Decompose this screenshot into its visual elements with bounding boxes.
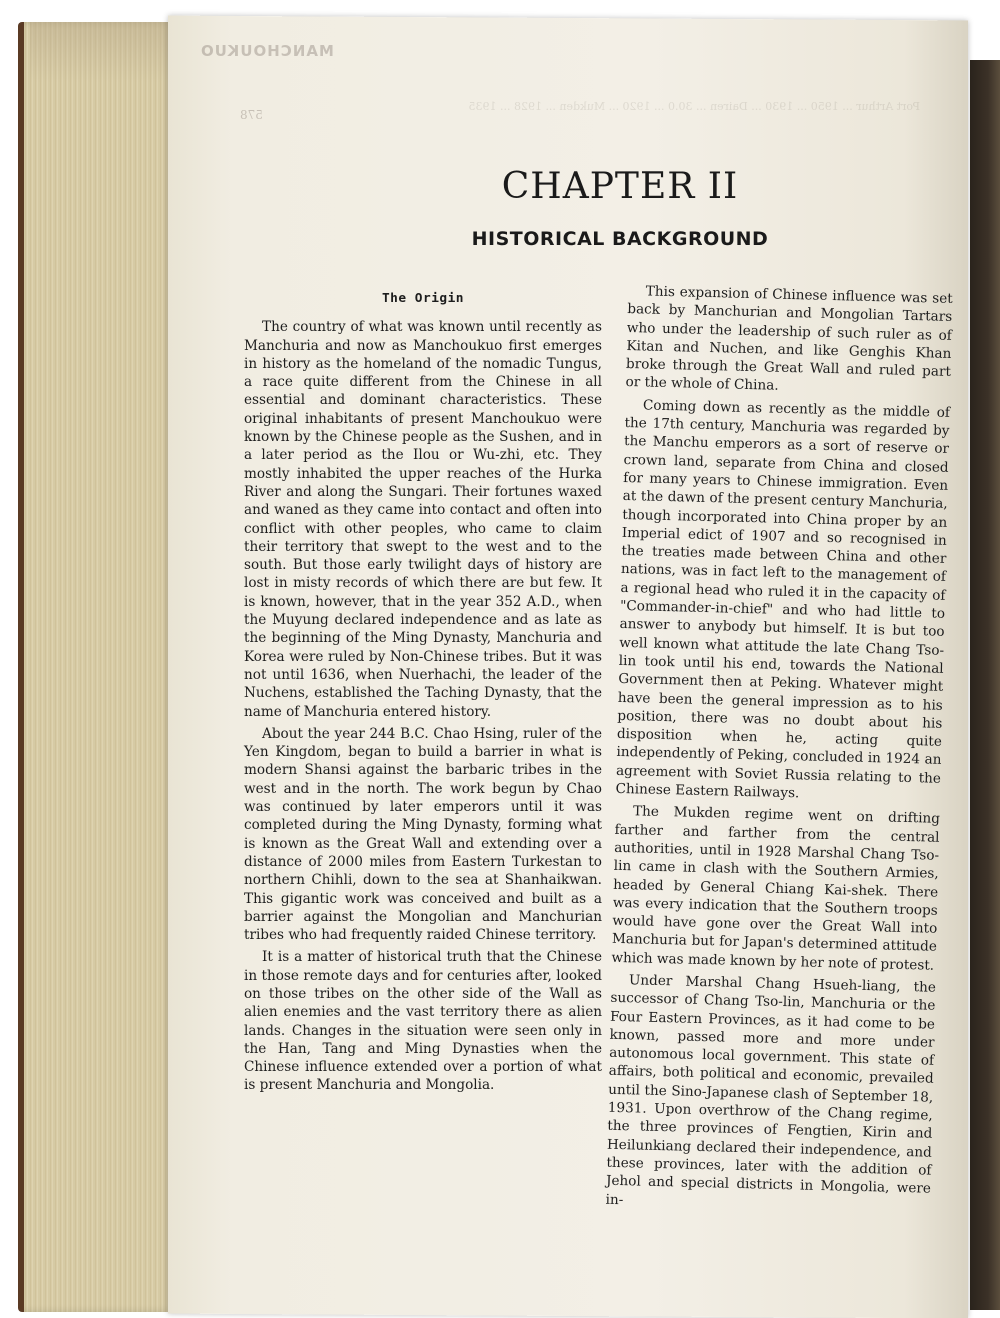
right-column xyxy=(605,282,953,1217)
paragraph: Under Marshal Chang Hsueh-liang, the successor of Chang Tso-lin, Manchuria or the Four Eastern Provinces, as it had come to be known, passed more and more under autonomous local government. This state of affairs, both political and economic, prevailed until the Sino-Japanese clash of September 18, 1931. Upon overthrow of the Chang regime, the three provinces of Fengtien, Kirin and Heilunkiang declared their independence, and these provinces, later with the addition of Jehol and special districts in Mongolia, were in- xyxy=(605,972,937,1208)
paragraph: The Mukden regime went on drifting farther and farther from the central authorities, until in 1928 Marshal Chang Tso-lin came in clash with the Southern Armies, headed by General Chiang Kai-shek. There was every indication that the Southern troops would have gone over the Great Wall into Manchuria but for Japan's determined attitude which was made known by her note of protest. xyxy=(611,803,941,974)
paragraph: The country of what was known until recently as Manchuria and now as Manchoukuo first emerges in history as the homeland of the nomadic Tungus, a race quite different from the Chinese in all essential and dominant characteristics. These original inhabitants of present Manchoukuo were known by the Chinese people as the Sushen, and in a later period as the Ilou or Wu-zhi, etc. They mostly inhabited the upper reaches of the Hurka River and along the Sungari. Their fortunes waxed and waned as they came into contact and often into conflict with other peoples, who came to claim their territory that swept to the west and to the south. But those early twilight days of history are lost in misty records of which there are but few. It is known, however, that in the year 352 A.D., when the Muyung declared independence and as late as the beginning of the Ming Dynasty, Manchuria and Korea were ruled by Non-Chinese tribes. But it was not until 1636, when Nuerhachi, the leader of the Nuchens, established the Taching Dynasty, that the name of Manchuria entered history. xyxy=(244,319,602,720)
chapter-title: CHAPTER II xyxy=(501,166,739,207)
chapter-heading: HISTORICAL BACKGROUND xyxy=(471,228,769,250)
bleed-through-page-number: 578 xyxy=(240,108,263,122)
left-column xyxy=(244,290,602,1095)
facing-page-edge xyxy=(970,60,1000,1310)
paragraph: Coming down as recently as the middle of the 17th century, Manchuria was regarded by the Manchu emperors as a sort of reserve or crown land, separate from China and closed for many years to Chinese immigration. Even at the dawn of the present century Manchuria, though incorporated into China proper by an Imperial edict of 1907 and so recognised in the treaties made between China and other nations, was in fact left to the management of a regional head who ruled it in the capacity of "Commander-in-chief" and who had little to answer to anybody but himself. It is but too well known what attitude the late Chang Tso-lin took until his end, towards the National Government then at Peking. Whatever might have been the general impression as to his position, there was no doubt about his disposition when he, acting quite independently of Peking, concluded in 1924 an agreement with Soviet Russia relating to the Chinese Eastern Railways. xyxy=(615,397,951,802)
page-edges-shadow xyxy=(30,22,170,82)
section-title: The Origin xyxy=(381,291,465,306)
paragraph: It is a matter of historical truth that the Chinese in those remote days and for centuries after, looked on those tribes on the other side of the Wall as alien enemies and the vast territory there as alien lands. Changes in the situation were seen only in the Han, Tang and Ming Dynasties when the Chinese influence extended over a portion of what is present Manchuria and Mongolia. xyxy=(244,949,602,1094)
bleed-through-running-header: MANCHOUKUO xyxy=(200,42,334,60)
paragraph: This expansion of Chinese influence was set back by Manchurian and Mongolian Tartars who under the leadership of such ruler as of Kitan and Nuchen, and like Genghis Khan broke through the Great Wall and ruled part or the whole of China. xyxy=(625,283,953,395)
book-page-edges xyxy=(18,22,174,1312)
bleed-through-table: Port Arthur ... 1950 ... 1930 ... Dairen ... 30.0 ... 1920 ... Mukden ... 1928 ... 1935 xyxy=(468,100,920,113)
paragraph: About the year 244 B.C. Chao Hsing, ruler of the Yen Kingdom, began to build a barrier in what is modern Shansi against the barbaric tribes in the west and in the north. The work begun by Chao was continued by later emperors until it was completed during the Ming Dynasty, forming what is known as the Great Wall and extending over a distance of 2000 miles from Eastern Turkestan to northern Chihli, down to the sea at Shanhaikwan. This gigantic work was conceived and built as a barrier against the Mongolian and Manchurian tribes who had frequently raided Chinese territory. xyxy=(244,725,602,944)
